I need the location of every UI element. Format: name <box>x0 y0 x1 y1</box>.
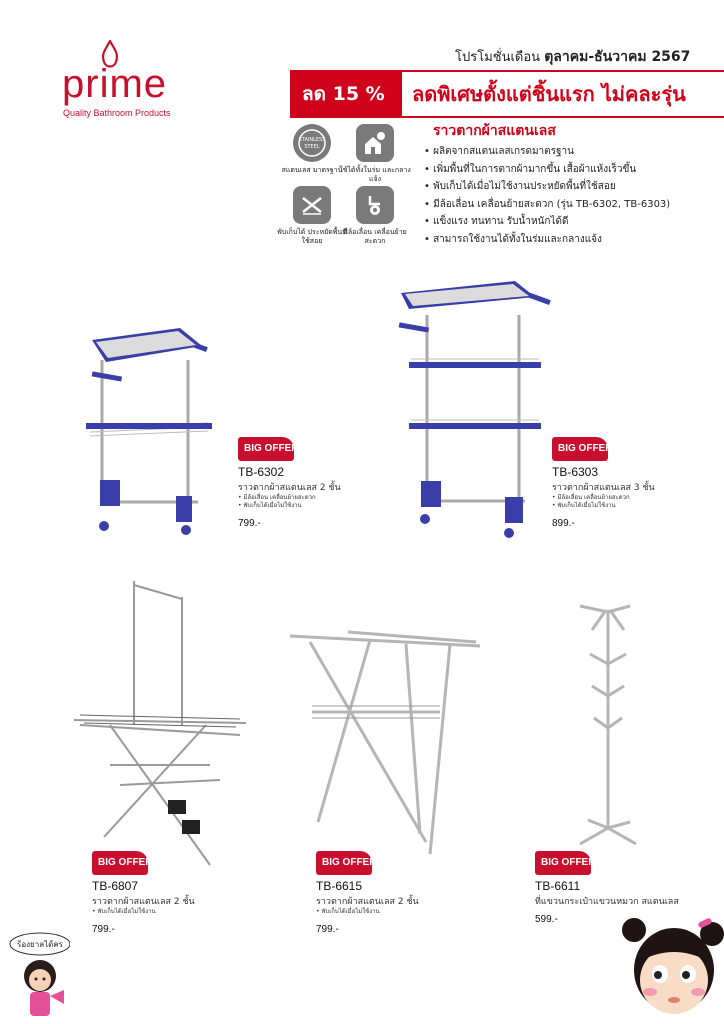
svg-text:STEEL: STEEL <box>304 144 320 150</box>
svg-text:STAINLESS: STAINLESS <box>298 137 326 143</box>
feature-wheel <box>338 186 412 246</box>
feature-list-item: • พับเก็บได้เมื่อไม่ใช้งานประหยัดพื้นที่ใช้สอย <box>424 178 670 196</box>
product-code: TB-6615 <box>316 879 363 893</box>
discount-headline: ลดพิเศษตั้งแต่ชิ้นแรก ไม่คละรุ่น <box>412 82 686 106</box>
product-tb-6807 <box>92 851 272 935</box>
feature-list <box>424 143 670 248</box>
product-name: ราวตากผ้าสแตนเลส 2 ชั้น <box>92 897 195 907</box>
girl-illustration <box>620 900 724 1024</box>
product-price: 899.- <box>552 518 575 529</box>
mascot-bubble-text: ร้องยาลได้คร <box>17 940 63 949</box>
product-note: • พับเก็บได้เมื่อไม่ใช้งาน <box>92 908 156 915</box>
feature-list-item: • สามารถใช้งานได้ทั้งในร่มและกลางแจ้ง <box>424 231 670 249</box>
discount-banner <box>290 70 724 118</box>
product-price: 799.- <box>92 924 115 935</box>
product-name: ราวตากผ้าสแตนเลส 2 ชั้น <box>316 897 419 907</box>
product-image-tb-6807 <box>70 575 250 870</box>
product-tb-6302 <box>238 437 418 529</box>
product-price: 799.- <box>238 518 261 529</box>
product-note: • พับเก็บได้เมื่อไม่ใช้งาน <box>552 502 616 509</box>
big-offers-badge: BIG OFFERS <box>316 851 372 875</box>
promo-prefix: โปรโมชั่นเดือน <box>455 50 541 65</box>
feature-label: มีล้อเลื่อน เคลื่อนย้ายสะดวก <box>343 228 407 245</box>
feature-label: ใช้ได้ทั้งในร่ม และกลางแจ้ง <box>339 166 411 183</box>
brand-logo <box>62 40 182 118</box>
product-code: TB-6303 <box>552 465 599 479</box>
product-image-tb-6303 <box>395 275 555 545</box>
big-offers-badge: BIG OFFERS <box>92 851 148 875</box>
big-offers-badge: BIG OFFERS <box>535 851 591 875</box>
stainless-steel-icon <box>293 124 331 162</box>
feature-indoor-outdoor <box>338 124 412 184</box>
feature-list-item: • เพิ่มพื้นที่ในการตากผ้ามากขึ้น เสื้อผ้าแห้งเร็วขึ้น <box>424 161 670 179</box>
product-note: • พับเก็บได้เมื่อไม่ใช้งาน <box>238 502 302 509</box>
feature-list-title: ราวตากผ้าสแตนเลส <box>433 123 556 139</box>
product-image-tb-6611 <box>570 600 650 855</box>
wheel-icon <box>356 186 394 224</box>
product-price: 799.- <box>316 924 339 935</box>
product-image-tb-6302 <box>80 320 220 545</box>
feature-label: พับเก็บได้ ประหยัดพื้นที่ใช้สอย <box>277 228 347 245</box>
product-note: • พับเก็บได้เมื่อไม่ใช้งาน <box>316 908 380 915</box>
feature-list-item: • แข็งแรง ทนทาน รับน้ำหนักได้ดี <box>424 213 670 231</box>
feature-list-item: • มีล้อเลื่อน เคลื่อนย้ายสะดวก (รุ่น TB-6302, TB-6303) <box>424 196 670 214</box>
product-name: ราวตากผ้าสแตนเลส 3 ชั้น <box>552 483 655 493</box>
foldable-icon <box>293 186 331 224</box>
product-note: • มีล้อเลื่อน เคลื่อนย้ายสะดวก <box>552 494 630 501</box>
product-note: • มีล้อเลื่อน เคลื่อนย้ายสะดวก <box>238 494 316 501</box>
feature-list-item: • ผลิตจากสแตนเลสเกรดมาตรฐาน <box>424 143 670 161</box>
mascot-illustration <box>6 930 70 1024</box>
indoor-outdoor-icon <box>356 124 394 162</box>
feature-label: สแตนเลส มาตรฐาน <box>281 166 343 174</box>
product-price: 599.- <box>535 914 558 925</box>
product-code: TB-6302 <box>238 465 285 479</box>
brand-tagline: Quality Bathroom Products <box>63 108 171 118</box>
product-code: TB-6611 <box>535 879 581 893</box>
product-name: ที่แขวนกระเป๋าแขวนหมวก สแตนเลส <box>535 897 679 907</box>
product-image-tb-6615 <box>290 628 480 858</box>
product-name: ราวตากผ้าสแตนเลส 2 ชั้น <box>238 483 341 493</box>
brand-name: prime <box>62 62 168 106</box>
discount-label: ลด 15 % <box>292 72 402 116</box>
promo-period <box>455 46 690 68</box>
promo-dates: ตุลาคม-ธันวาคม 2567 <box>544 49 691 65</box>
big-offers-badge: BIG OFFERS <box>238 437 294 461</box>
big-offers-badge: BIG OFFERS <box>552 437 608 461</box>
product-tb-6303 <box>552 437 724 529</box>
product-tb-6615 <box>316 851 496 935</box>
product-code: TB-6807 <box>92 879 139 893</box>
